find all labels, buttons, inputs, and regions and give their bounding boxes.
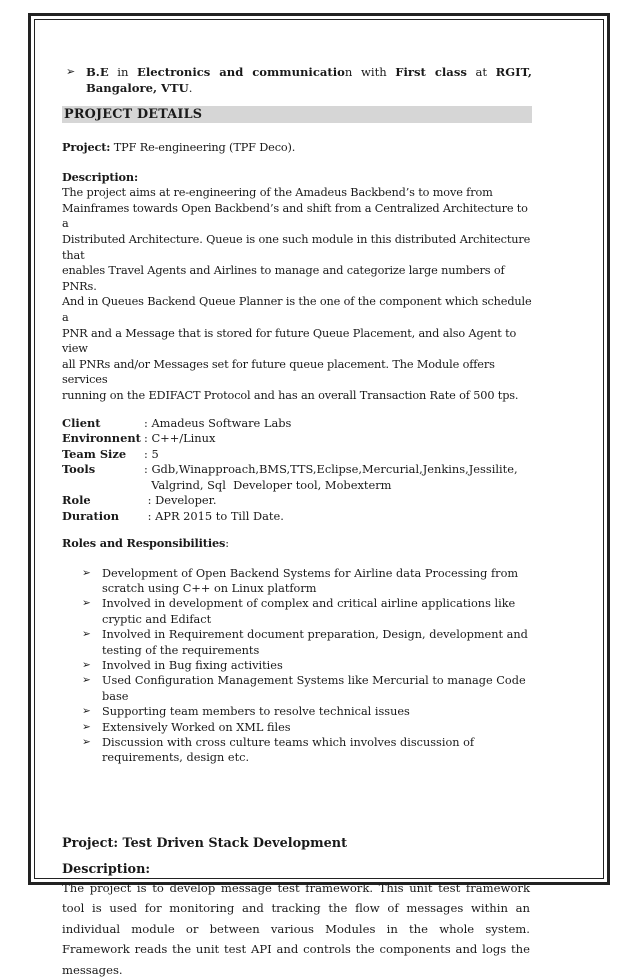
info-key: Client <box>62 415 101 430</box>
info-key: Environnent <box>62 431 141 445</box>
description-line: The project aims at re-engineering of the Amadeus Backbend’s to move from <box>62 186 493 200</box>
arrow-bullet-icon: ➢ <box>66 65 76 78</box>
info-value: : 5 <box>144 446 159 461</box>
info-value: : APR 2015 to Till Date. <box>144 508 284 523</box>
info-row <box>62 509 518 525</box>
responsibility-text: Involved in development of complex and critical airline applications like cryptic and Edifact <box>102 597 516 626</box>
info-key: Tools <box>62 462 96 476</box>
arrow-bullet-icon: ➢ <box>82 597 91 610</box>
list-item <box>82 658 532 673</box>
list-item <box>82 566 532 597</box>
arrow-bullet-icon: ➢ <box>82 659 91 672</box>
roles-label: Roles and Responsibilities <box>62 536 226 550</box>
info-key: Duration <box>62 508 120 523</box>
at-word: at <box>466 65 496 79</box>
list-item <box>82 735 532 766</box>
arrow-bullet-icon: ➢ <box>82 566 91 579</box>
arrow-bullet-icon: ➢ <box>82 736 91 749</box>
list-item <box>82 720 532 735</box>
responsibility-text: Used Configuration Management Systems like Mercurial to manage Code base <box>102 674 526 703</box>
list-item <box>82 596 532 627</box>
info-value <box>144 462 518 493</box>
arrow-bullet-icon: ➢ <box>82 720 91 733</box>
project1-info-table <box>62 416 518 525</box>
degree: B.E <box>86 65 109 79</box>
college: RGIT, Bangalore, VTU <box>86 65 532 95</box>
with-word: with <box>352 65 396 79</box>
responsibility-text: Discussion with cross culture teams which involves discussion of requirements, design etc. <box>102 736 475 765</box>
info-value: : C++/Linux <box>144 431 216 445</box>
info-row <box>62 447 518 463</box>
info-row <box>62 431 518 447</box>
info-row <box>62 416 518 432</box>
responsibility-text: Involved in Requirement document preparation, Design, development and testing of the requirements <box>102 628 528 657</box>
responsibility-text: Extensively Worked on XML files <box>102 720 291 734</box>
project1-heading <box>62 140 532 156</box>
info-key: Team Size <box>62 446 127 461</box>
education-entry <box>62 64 532 96</box>
education-end: . <box>188 81 193 95</box>
project1-description-label <box>62 170 532 186</box>
info-row <box>62 462 518 493</box>
field: Electronics and communicatio <box>137 65 345 79</box>
list-item <box>82 627 532 658</box>
info-key: Role <box>62 493 91 507</box>
responsibility-text: Supporting team members to resolve technical issues <box>102 705 410 719</box>
description-line: PNR and a Message that is stored for future Queue Placement, and also Agent to view <box>62 326 517 356</box>
info-value: : Amadeus Software Labs <box>144 415 292 430</box>
project2-description: The project is to develop message test framework. This unit test framework tool is used for monitoring and tracking the flow of messages within an individual module or between various Modules in the whole system. Framework reads the unit test API and controls the components and logs the messages. <box>62 880 530 977</box>
info-value: : Developer. <box>144 493 217 507</box>
info-value-line: : Gdb,Winapproach,BMS,TTS,Eclipse,Mercurial,Jenkins,Jessilite, <box>144 462 518 476</box>
project1-description <box>62 185 532 403</box>
field-end: n <box>344 65 353 79</box>
in-word: in <box>108 65 138 79</box>
project1-label: Project: <box>62 140 111 154</box>
section-title-project-details: PROJECT DETAILS <box>62 106 532 123</box>
arrow-bullet-icon: ➢ <box>82 705 91 718</box>
arrow-bullet-icon: ➢ <box>82 674 91 687</box>
description-line: Mainframes towards Open Backbend’s and shift from a Centralized Architecture to a <box>62 201 528 231</box>
roles-heading <box>62 536 532 552</box>
description-line: running on the EDIFACT Protocol and has an overall Transaction Rate of 500 tps. <box>62 388 519 402</box>
description-line: Distributed Architecture. Queue is one such module in this distributed Architecture that <box>62 232 531 262</box>
project1-name: TPF Re-engineering (TPF Deco). <box>110 141 296 154</box>
arrow-bullet-icon: ➢ <box>82 628 91 641</box>
responsibility-text: Development of Open Backend Systems for Airline data Processing from scratch using C++ on Linux platform <box>102 566 519 595</box>
list-item <box>82 673 532 704</box>
roles-colon: : <box>225 537 229 550</box>
class-text: First class <box>395 65 467 79</box>
info-value-continuation: Valgrind, Sql Developer tool, Mobexterm <box>144 477 392 492</box>
info-row <box>62 493 518 509</box>
description-line: And in Queues Backend Queue Planner is the one of the component which schedule a <box>62 295 532 324</box>
description-line: all PNRs and/or Messages set for future queue placement. The Module offers services <box>62 357 495 387</box>
list-item <box>82 704 532 719</box>
project2-title: Project: Test Driven Stack Development <box>62 835 347 851</box>
responsibilities-list <box>62 566 532 766</box>
project2-description-label: Description: <box>62 861 151 877</box>
responsibility-text: Involved in Bug fixing activities <box>102 659 283 673</box>
resume-content <box>62 64 532 980</box>
description-label: Description: <box>62 169 138 184</box>
description-line: enables Travel Agents and Airlines to manage and categorize large numbers of PNRs. <box>62 264 505 293</box>
